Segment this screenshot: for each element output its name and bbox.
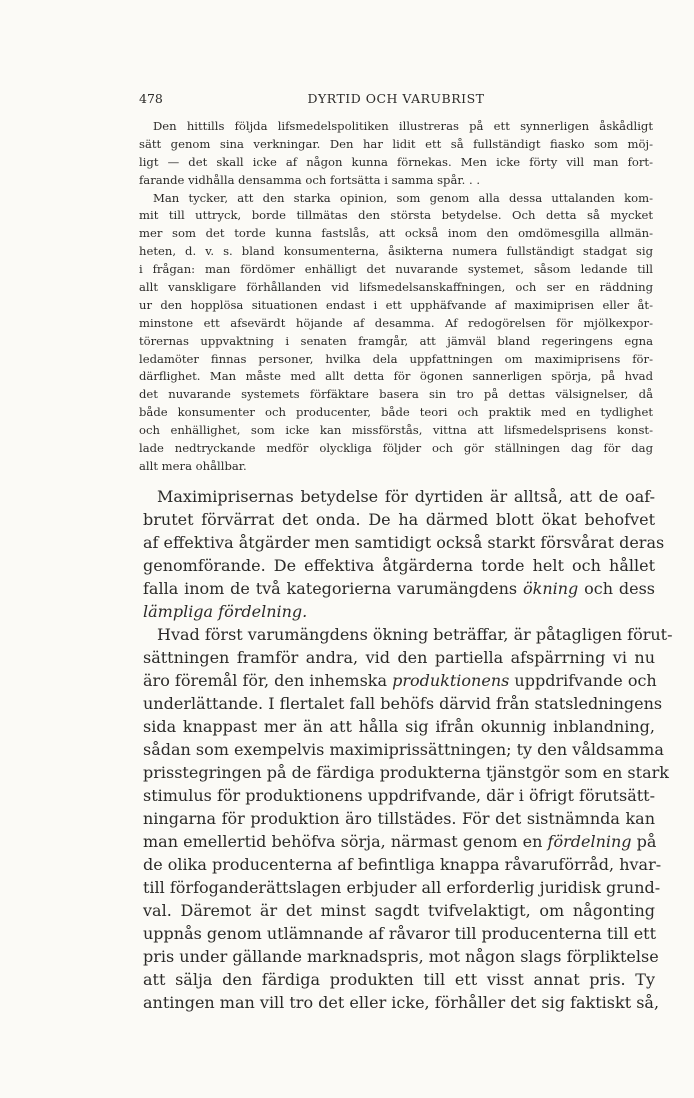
text-line: [143, 876, 661, 899]
text-segment: Hvad först varumängdens ökning beträffar, är påtagligen förut-: [157, 625, 673, 644]
text-segment: af effektiva åtgärder men samtidigt också starkt försvårat deras: [143, 533, 665, 552]
quote-line: i frågan: man fördömer enhälligt det nuvarande systemet, såsom ledande till: [139, 262, 653, 277]
text-line: [143, 853, 662, 876]
italic-emphasis: ökning: [522, 579, 579, 598]
body-text: [143, 485, 673, 1014]
page-number: 478: [139, 91, 163, 106]
text-line: [143, 600, 655, 623]
text-segment: till förfoganderättslagen erbjuder all erforderlig juridisk grund-: [143, 878, 661, 897]
text-segment: stimulus för produktionens uppdrifvande, där i öfrigt förutsätt-: [143, 786, 655, 805]
text-line: [143, 554, 655, 577]
running-header: [139, 91, 653, 109]
italic-emphasis: lämpliga fördelning.: [143, 602, 308, 621]
text-segment: falla inom de två kategorierna varumängdens: [143, 579, 523, 598]
text-segment: genomförande. De effektiva åtgärderna torde helt och hållet: [143, 556, 655, 575]
text-line: [143, 991, 660, 1014]
text-segment: på: [631, 832, 657, 851]
text-line: [143, 692, 663, 715]
text-segment: Maximiprisernas betydelse för dyrtiden är alltså, att de oaf-: [157, 487, 655, 506]
quote-line: och enhällighet, som icke kan missförstås, vittna att lifsmedelsprisens konst-: [139, 423, 653, 438]
text-line: [143, 738, 664, 761]
text-segment: sådan som exempelvis maximiprissättningen; ty den våldsamma: [143, 740, 664, 759]
text-segment: uppnås genom utlämnande af råvaror till producenterna till ett: [143, 924, 657, 943]
quote-line: törernas uppvaktning i senaten framgår, att jämväl bland regeringens egna: [139, 333, 653, 348]
text-segment: antingen man vill tro det eller icke, förhåller det sig faktiskt så,: [143, 993, 660, 1012]
text-segment: man emellertid behöfva sörja, närmast genom en: [143, 832, 548, 851]
text-line: [143, 830, 655, 853]
text-segment: och dess: [578, 579, 655, 598]
text-line: [143, 508, 655, 531]
text-line: [143, 784, 655, 807]
quote-line: det nuvarande systemets förfäktare basera sin tro på dettas välsignelser, då: [139, 387, 653, 402]
text-segment: underlättande. I flertalet fall behöfs därvid från statsledningens: [143, 694, 663, 713]
quote-line: allt mera ohållbar.: [139, 458, 247, 473]
text-segment: sida knappast mer än att hålla sig ifrån okunnig inblandning,: [143, 717, 655, 736]
text-segment: att sälja den färdiga produkten till ett visst annat pris. Ty: [143, 970, 655, 989]
text-line: [143, 577, 655, 600]
text-segment: äro föremål för, den inhemska: [143, 671, 393, 690]
text-line: [143, 807, 655, 830]
text-segment: pris under gällande marknadspris, mot någon slags förpliktelse: [143, 947, 659, 966]
text-line: [143, 669, 655, 692]
text-segment: de olika producenterna af befintliga knappa råvaruförråd, hvar-: [143, 855, 662, 874]
text-line: [143, 922, 655, 945]
quote-line: både konsumenter och producenter, både teori och praktik med en tydlighet: [139, 405, 653, 420]
text-segment: prisstegringen på de färdiga produkterna tjänstgör som en stark: [143, 763, 669, 782]
quote-line: lade nedtryckande medför olyckliga följder och gör ställningen dag för dag: [139, 441, 653, 456]
quoted-passage: [139, 118, 653, 476]
text-segment: val. Däremot är det minst sagdt tvifvelaktigt, om någonting: [143, 901, 655, 920]
quote-line: heten, d. v. s. bland konsumenterna, åsikterna numera fullständigt stadgat sig: [139, 244, 653, 259]
quote-line: därflighet. Man måste med allt detta för ögonen sannerligen spörja, på hvad: [139, 369, 653, 384]
text-line: [143, 623, 673, 646]
text-line: [143, 968, 655, 991]
text-segment: ningarna för produktion äro tillstädes. För det sistnämnda kan: [143, 809, 655, 828]
text-line: [143, 531, 665, 554]
text-segment: uppdrifvande och: [509, 671, 657, 690]
text-line: [143, 761, 669, 784]
italic-emphasis: fördelning: [547, 832, 632, 851]
quote-line: ligt — det skall icke af någon kunna förnekas. Men icke förty vill man fort-: [139, 154, 653, 169]
quote-line: minstone ett afsevärdt höjande af desamma. Af redogörelsen för mjölkexpor-: [139, 315, 653, 330]
text-line: [143, 646, 655, 669]
quote-line: Man tycker, att den starka opinion, som genom alla dessa uttalanden kom-: [153, 190, 653, 205]
text-line: [143, 715, 655, 738]
italic-emphasis: produktionens: [392, 671, 510, 690]
quote-line: farande vidhålla densamma och fortsätta i samma spår. . .: [139, 172, 481, 187]
quote-line: ledamöter finnas personer, hvilka dela uppfattningen om maximiprisens för-: [139, 351, 653, 366]
text-line: [143, 945, 659, 968]
quote-line: ur den hopplösa situationen endast i ett upphäfvande af maximiprisen eller åt-: [139, 297, 653, 312]
quote-line: sätt genom sina verkningar. Den har lidit ett så fullständigt fiasko som möj-: [139, 136, 653, 151]
text-segment: brutet förvärrat det onda. De ha därmed blott ökat behofvet: [143, 510, 655, 529]
text-line: [143, 899, 655, 922]
quote-line: mit till uttryck, borde tillmätas den största betydelse. Och detta så mycket: [139, 208, 653, 223]
running-title: DYRTID OCH VARUBRIST: [307, 91, 485, 106]
text-line: [143, 485, 655, 508]
text-segment: sättningen framför andra, vid den partiella afspärrning vi nu: [143, 648, 655, 667]
quote-line: allt vanskligare förhållanden vid lifsmedelsanskaffningen, och ser en räddning: [139, 280, 653, 295]
quote-line: Den hittills följda lifsmedelspolitiken illustreras på ett synnerligen åskådligt: [153, 119, 653, 133]
quote-line: mer som det torde kunna fastslås, att också inom den omdömesgilla allmän-: [139, 226, 653, 241]
